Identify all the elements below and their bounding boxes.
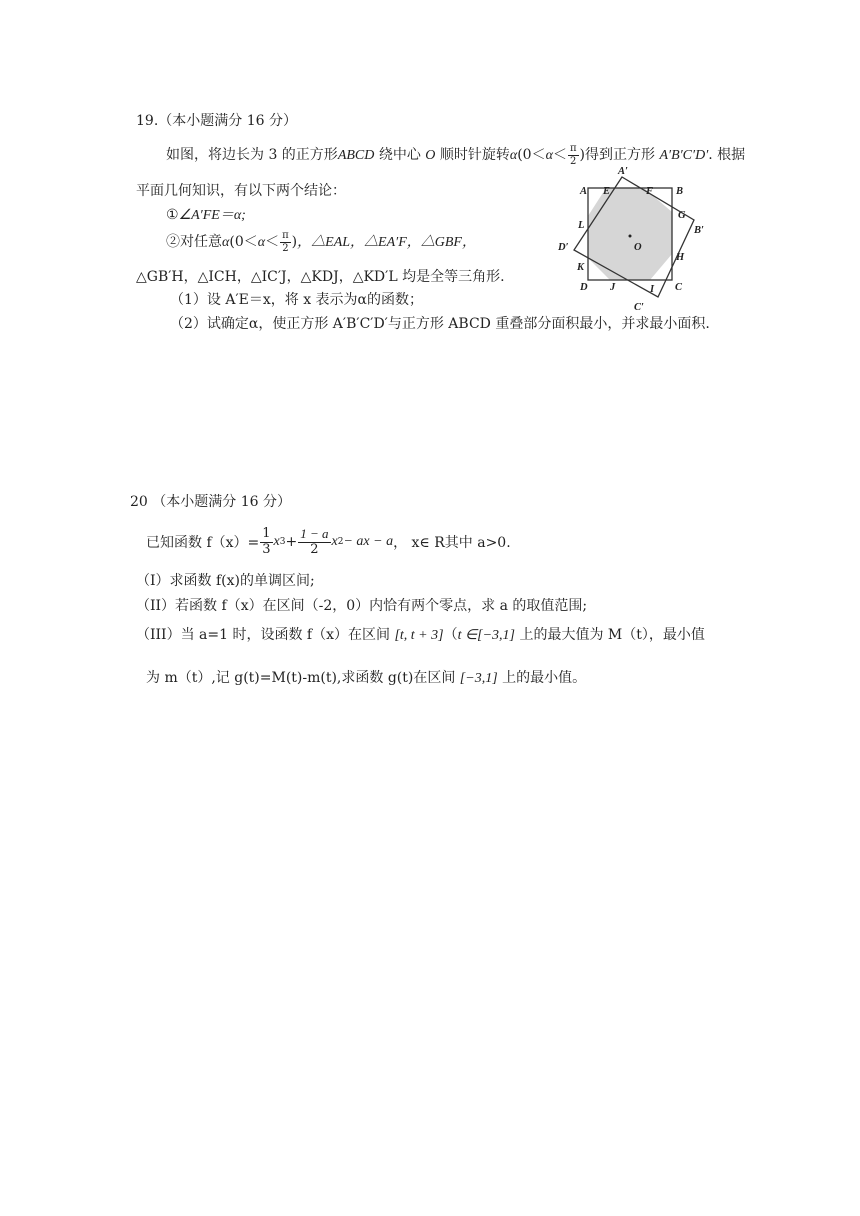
interval-minus3-1: [−3,1]: [459, 671, 498, 686]
label-I: I: [650, 284, 655, 295]
label-D: D: [580, 282, 588, 293]
q19-subquestion-2: （2）试确定α，使正方形 A′B′C′D′与正方形 ABCD 重叠部分面积最小，并求最小面积.: [170, 316, 710, 332]
q19-intro-b: 绕中心: [374, 147, 426, 163]
q19-conclusion-2: ②对任意α(0＜α＜ $\frac{\pi}{2}$ )，△EAL，△EA′F，△GBF，: [166, 230, 476, 254]
center-dot: [629, 235, 632, 238]
q19-conclusion-1: ①∠A′FE＝α;: [166, 207, 246, 223]
label-B: B: [676, 186, 684, 197]
q19-subquestion-1: （1）设 A′E＝x，将 x 表示为α的函数；: [170, 292, 424, 308]
label-D-prime: D′: [558, 242, 569, 253]
label-F: F: [646, 186, 654, 197]
q19-title: 19.（本小题满分 16 分）: [136, 113, 297, 129]
q19-square-abcd: ABCD: [337, 148, 375, 163]
q20-title: 20 （本小题满分 16 分）: [130, 494, 291, 510]
q19-intro-a: 如图，将边长为 3 的正方形: [166, 147, 338, 163]
rotated-squares-figure: [548, 160, 724, 312]
t-range: t ∈[−3,1]: [457, 628, 516, 643]
q19-range-open: (0＜: [517, 147, 546, 163]
q20-part-3: （III）当 a=1 时，设函数 f（x）在区间 [t, t + 3]（t ∈[−3,1] 上的最大值为 M（t），最小值: [136, 627, 705, 643]
label-G: G: [678, 210, 686, 221]
q19-square-prime: A′B′C′D′: [659, 148, 709, 163]
q19-center-o: O: [425, 148, 436, 163]
interval-t-t3: [t, t + 3]: [394, 628, 444, 643]
label-B-prime: B′: [694, 225, 704, 236]
label-E: E: [603, 186, 611, 197]
label-K: K: [577, 262, 585, 273]
q20-function-definition: 已知函数 f（x）= $\frac{1}{3}$ x 3 + $\frac{1 - a}{2}$ x 2 − ax − a ， x∈ R其中 a>0.: [146, 525, 511, 557]
q19-intro-c: 顺时针旋转: [435, 147, 510, 163]
label-C: C: [675, 282, 683, 293]
q19-intro-d: 得到正方形: [585, 147, 660, 163]
q19-line2: 平面几何知识，有以下两个结论：: [136, 183, 346, 199]
q19-pi-over-2: $\frac{\pi}{2}$: [569, 143, 577, 167]
label-J: J: [610, 282, 616, 293]
frac-one-minus-a-over-2: $\frac{1 - a}{2}$: [300, 525, 329, 557]
label-H: H: [676, 252, 685, 263]
q19-conclusion-2-cont: △GB′H，△ICH，△IC′J，△KDJ，△KD′L 均是全等三角形.: [136, 269, 505, 285]
q19-intro-e: . 根据: [708, 147, 746, 163]
label-L: L: [578, 220, 585, 231]
q19-range-close: ): [579, 147, 585, 163]
q20-part-3-cont: 为 m（t）,记 g(t)=M(t)-m(t),求函数 g(t)在区间 [−3,1] 上的最小值。: [146, 670, 587, 686]
label-A: A: [580, 186, 588, 197]
label-O: O: [634, 242, 642, 253]
label-A-prime: A′: [618, 166, 628, 177]
q19-alpha-2: α: [545, 148, 553, 163]
label-C-prime: C′: [634, 302, 644, 312]
frac-one-third: $\frac{1}{3}$: [262, 525, 271, 557]
q19-alpha: α: [509, 148, 518, 163]
overlap-region: [588, 188, 672, 280]
q20-part-2: （II）若函数 f（x）在区间（-2，0）内恰有两个零点，求 a 的取值范围;: [136, 598, 588, 614]
q19-range-lt: ＜: [552, 147, 567, 163]
q20-part-1: （I）求函数 f(x)的单调区间;: [136, 573, 315, 589]
